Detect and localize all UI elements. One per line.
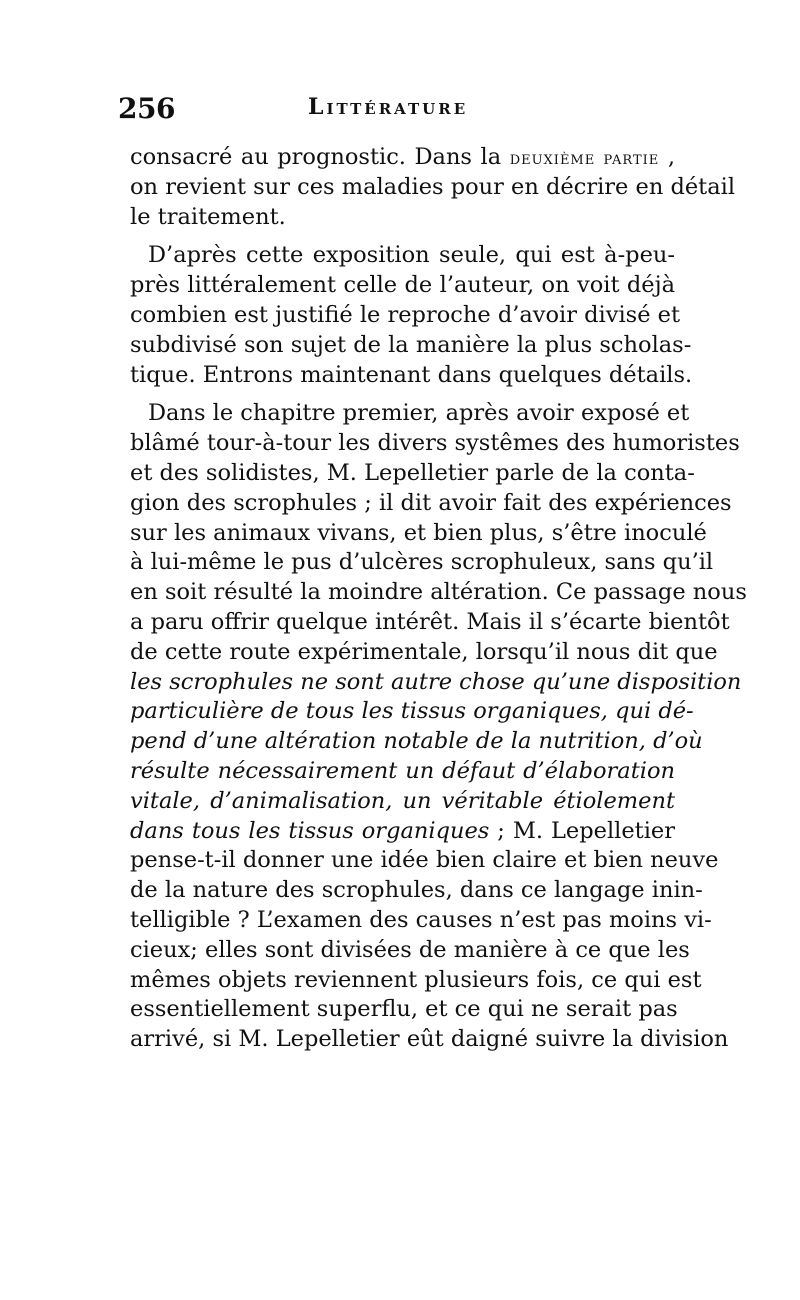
text-line [130,966,702,996]
text-line [130,459,695,489]
text-run: blâmé tour-à-tour les divers systêmes des humoristes [130,430,740,457]
italic-text: les scrophules ne sont autre chose qu’une disposition [130,668,742,695]
text-run: arrivé, si M. Lepelletier eût daigné suivre la division [130,1026,729,1053]
page-number: 256 [118,92,175,125]
text-line [130,995,678,1025]
text-line [130,608,730,638]
text-run: cieux; elles sont divisées de manière à ce que les [130,936,690,963]
text-line [130,638,718,668]
text-line [130,668,742,698]
italic-text: vitale, d’animalisation, un véritable étiolement [130,787,675,814]
text-run: à lui-même le pus d’ulcères scrophuleux, sans qu’il [130,549,714,576]
text-line [130,331,692,361]
body-text [130,143,747,1055]
text-run: a paru offrir quelque intérêt. Mais il s’écarte bientôt [130,608,730,635]
running-head: Littérature [308,94,469,120]
text-run: de cette route expérimentale, lorsqu’il nous dit que [130,638,718,665]
text-line [130,578,747,608]
text-line [130,846,719,876]
small-caps-text: deuxième partie [509,148,660,169]
text-run: mêmes objets reviennent plusieurs fois, ce qui est [130,966,702,993]
text-run: gion des scrophules ; il dit avoir fait des expériences [130,489,732,516]
text-run: on revient sur ces maladies pour en décrire en détail [130,173,736,200]
italic-text: particulière de tous les tissus organiques, qui dé- [130,698,694,725]
text-line [130,489,732,519]
text-line [130,173,736,203]
page-header [118,92,694,132]
text-run: et des solidistes, M. Lepelletier parle de la conta- [130,459,695,486]
text-line [130,399,690,429]
text-run: D’après cette exposition seule, qui est à-peu- [148,242,675,269]
paragraph-gap [130,232,675,241]
text-run: de la nature des scrophules, dans ce langage inin- [130,877,703,904]
text-line [130,1025,729,1055]
text-run: ; M. Lepelletier [489,817,675,844]
italic-text: dans tous les tissus organiques [130,817,490,844]
text-run: en soit résulté la moindre altération. Ce passage nous [130,579,747,606]
text-line [130,143,675,173]
text-run: le traitement. [130,203,286,230]
text-run: subdivisé son sujet de la manière la plus scholas- [130,331,692,358]
text-run: combien est justifié le reproche d’avoir divisé et [130,301,681,328]
text-line [130,817,675,847]
text-line [130,301,681,331]
text-run: Dans le chapitre premier, après avoir exposé et [148,400,690,427]
text-run: près littéralement celle de l’auteur, on voit déjà [130,272,675,299]
text-line [130,906,712,936]
text-line [130,727,703,757]
text-line [130,548,714,578]
text-run: essentiellement superflu, et ce qui ne serait pas [130,996,678,1023]
text-run: pense-t-il donner une idée bien claire et bien neuve [130,847,719,874]
text-run: tique. Entrons maintenant dans quelques détails. [130,361,693,388]
text-line [130,203,675,233]
text-run: sur les animaux vivans, et bien plus, s’être inoculé [130,519,707,546]
italic-text: résulte nécessairement un défaut d’élaboration [130,757,675,784]
text-run: , [659,144,675,170]
text-run: consacré au prognostic. Dans la [130,144,510,170]
italic-text: pend d’une altération notable de la nutrition, d’où [130,728,703,755]
text-line [130,876,703,906]
text-run: telligible ? L’examen des causes n’est pas moins vi- [130,906,712,933]
text-line [130,787,675,817]
paragraph-gap [130,390,675,399]
text-line [130,936,690,966]
text-line [130,429,740,459]
text-line [130,697,694,727]
text-line [130,757,675,787]
text-line [130,361,693,391]
text-line [130,519,707,549]
text-line [130,271,675,301]
text-line [130,241,675,271]
